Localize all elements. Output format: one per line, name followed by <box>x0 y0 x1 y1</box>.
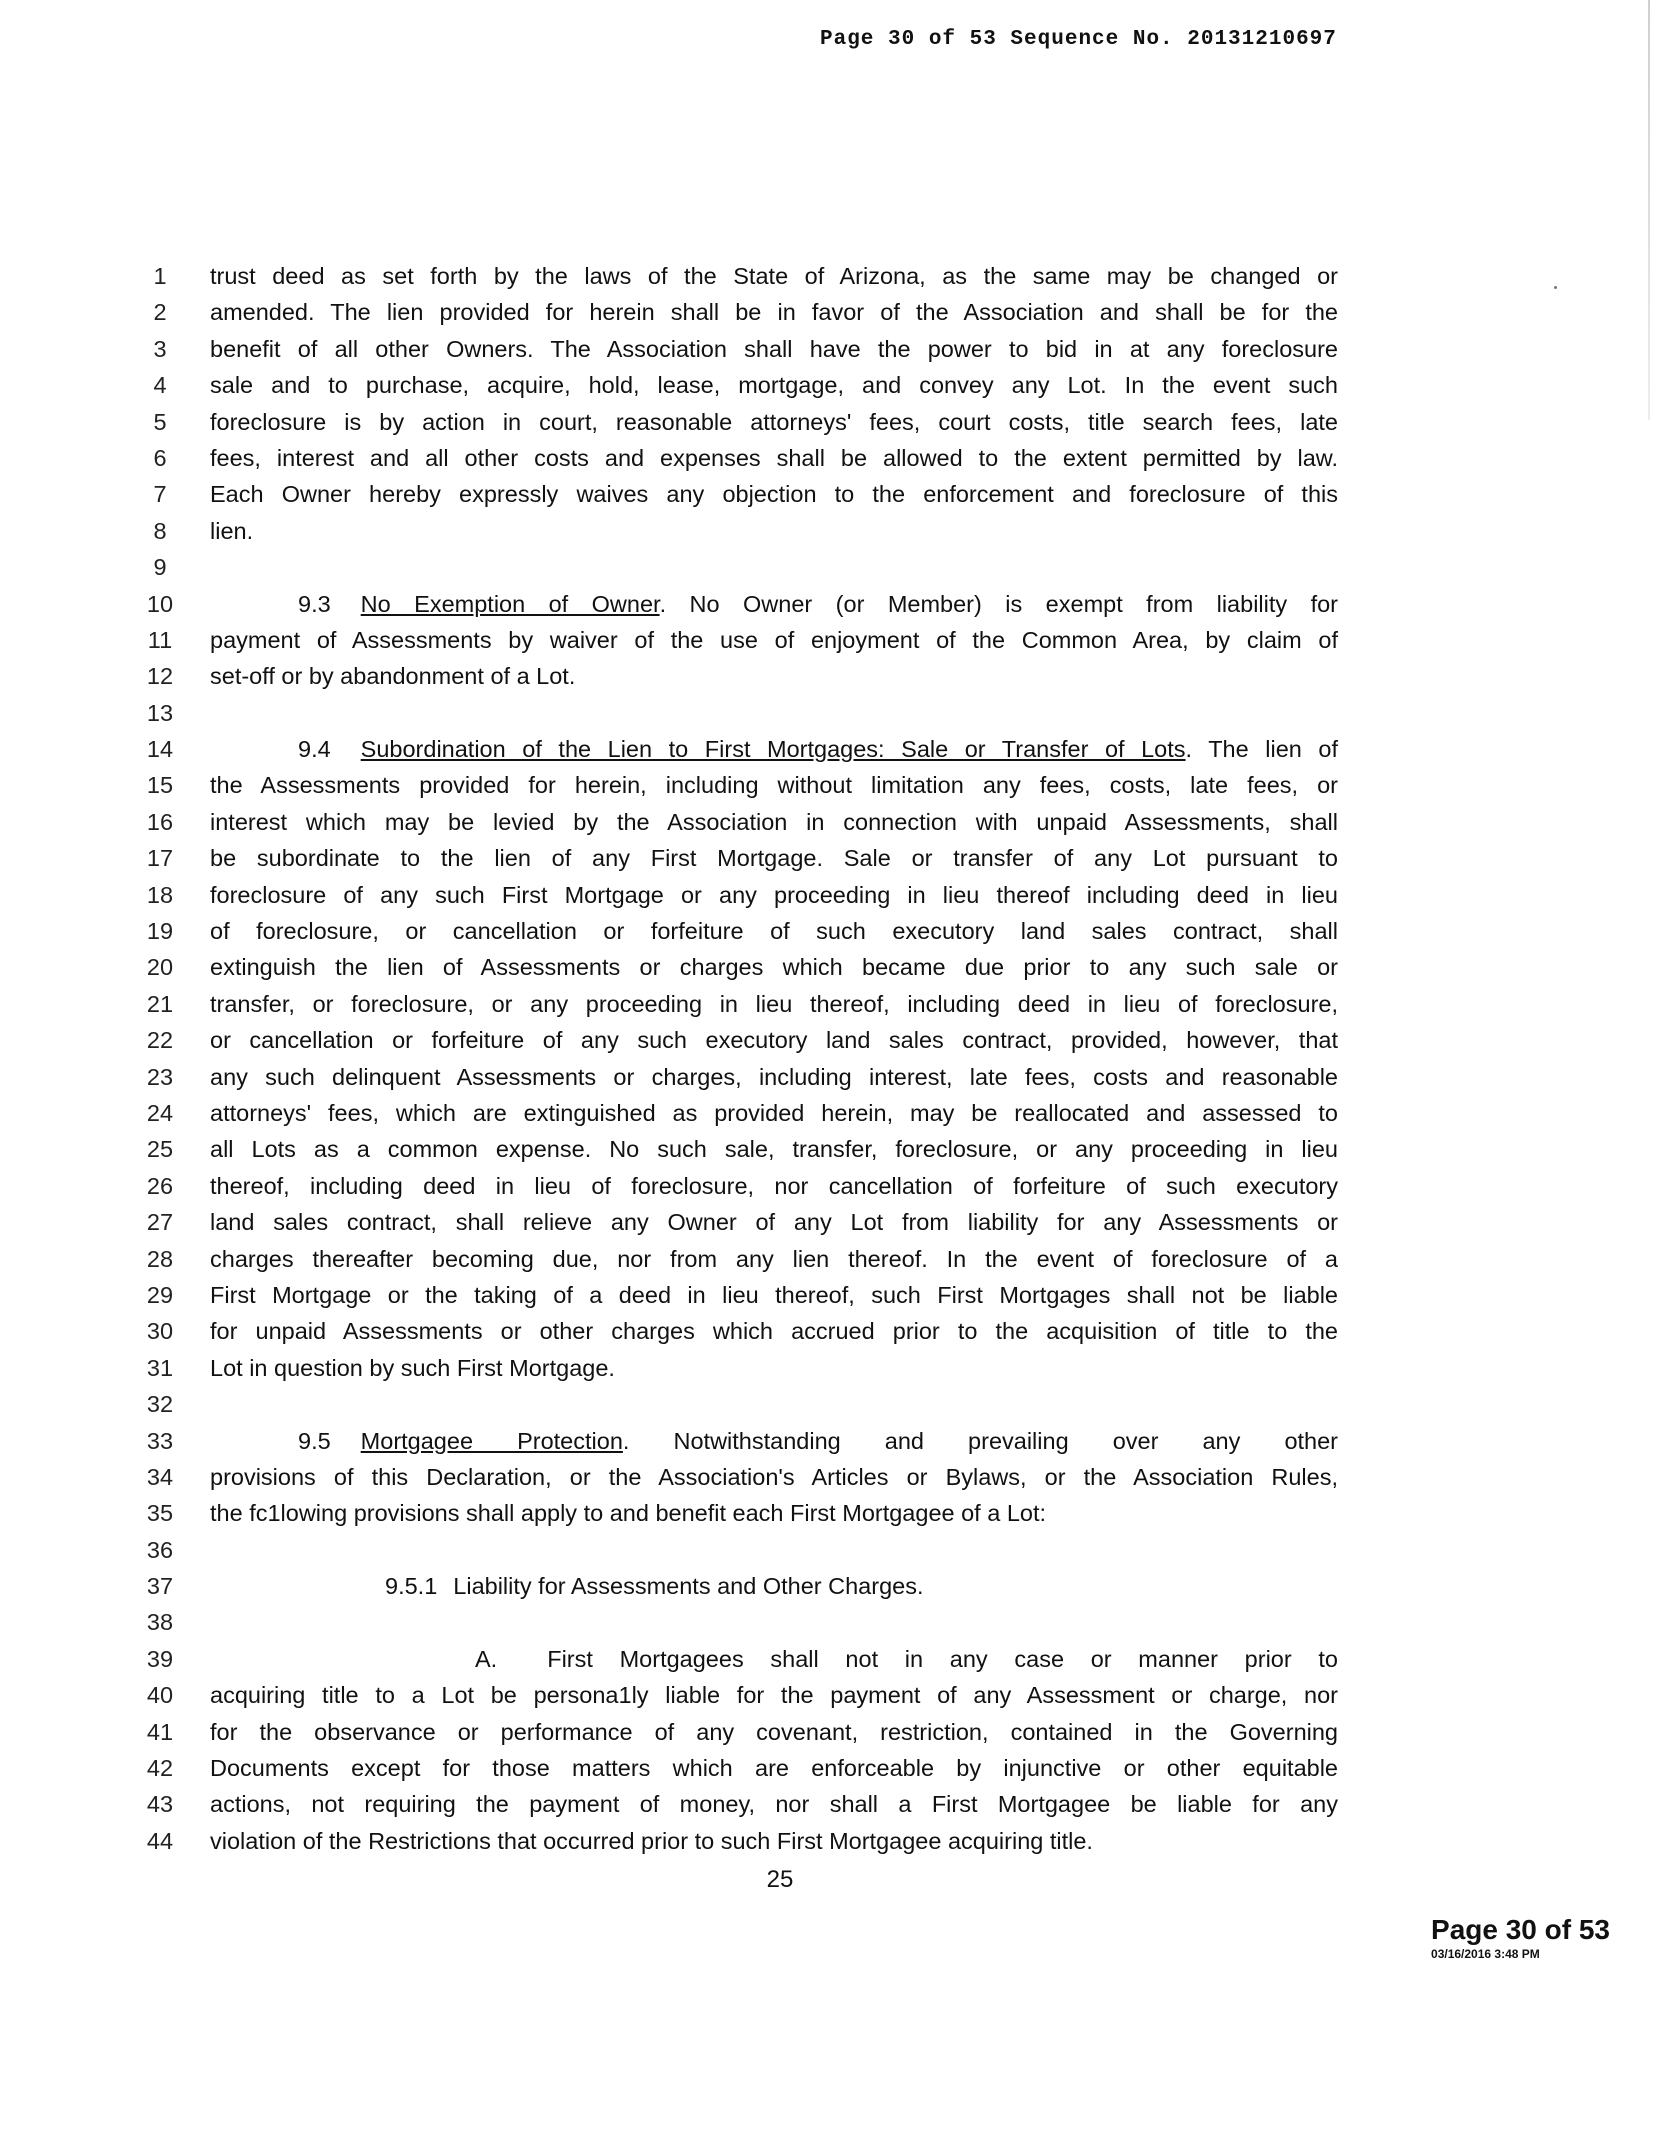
scan-speck <box>1554 286 1557 289</box>
document-line <box>140 1022 1340 1058</box>
scan-edge-line <box>1648 0 1650 420</box>
document-line <box>140 258 1340 294</box>
line-text: lien. <box>210 517 254 544</box>
document-line <box>140 767 1340 803</box>
line-number: 22 <box>146 1027 174 1054</box>
line-text: for the observance or performance of any covenant, restriction, contained in the Governing <box>210 1718 1338 1745</box>
document-line <box>140 549 1340 585</box>
line-text: attorneys' fees, which are extinguished as provided herein, may be reallocated and assessed to <box>210 1099 1338 1126</box>
document-line <box>140 1241 1340 1277</box>
line-text: trust deed as set forth by the laws of the State of Arizona, as the same may be changed or <box>210 263 1338 289</box>
document-line <box>140 1168 1340 1204</box>
document-line <box>140 1277 1340 1313</box>
footer-stamp <box>1431 1914 1610 1962</box>
document-line <box>140 404 1340 440</box>
document-line <box>140 877 1340 913</box>
line-text: the fc1lowing provisions shall apply to and benefit each First Mortgagee of a Lot: <box>210 1500 1047 1527</box>
section-number: 9.4 <box>298 736 331 763</box>
document-line <box>140 1095 1340 1131</box>
document-line <box>140 1495 1340 1531</box>
document-line <box>140 695 1340 731</box>
section-number: 9.5 <box>298 1427 331 1454</box>
document-line <box>140 1386 1340 1422</box>
document-line <box>140 1714 1340 1750</box>
line-text: acquiring title to a Lot be persona1ly liable for the payment of any Assessment or charge, nor <box>210 1682 1338 1709</box>
document-line <box>140 622 1340 658</box>
line-number: 2 <box>153 299 167 326</box>
line-number: 37 <box>146 1573 174 1600</box>
line-number: 18 <box>146 881 174 908</box>
section-number: 9.3 <box>298 590 331 617</box>
line-number: 7 <box>153 481 167 508</box>
line-number: 29 <box>146 1281 174 1308</box>
section-heading: Mortgagee Protection <box>360 1427 623 1454</box>
document-line <box>140 913 1340 949</box>
line-text: any such delinquent Assessments or charges, including interest, late fees, costs and reasonable <box>210 1063 1338 1090</box>
line-text <box>210 586 1338 622</box>
line-text <box>210 1568 1338 1604</box>
document-line <box>140 1131 1340 1167</box>
line-text: actions, not requiring the payment of money, nor shall a First Mortgagee be liable for any <box>210 1791 1338 1818</box>
document-line <box>140 1532 1340 1568</box>
line-number: 4 <box>153 372 167 399</box>
line-text-rest: . No Owner (or Member) is exempt from liability for <box>659 590 1338 617</box>
line-number: 26 <box>146 1172 174 1199</box>
document-line <box>140 1350 1340 1386</box>
line-text: fees, interest and all other costs and expenses shall be allowed to the extent permitted by law. <box>210 444 1338 471</box>
line-number: 11 <box>147 626 173 653</box>
line-number: 14 <box>146 736 174 763</box>
line-number: 42 <box>146 1755 174 1782</box>
line-text-rest: First Mortgagees shall not in any case or manner prior to <box>547 1645 1338 1672</box>
footer-stamp-datetime: 03/16/2016 3:48 PM <box>1431 1947 1540 1961</box>
document-line <box>140 331 1340 367</box>
line-text: or cancellation or forfeiture of any such executory land sales contract, provided, however, that <box>210 1027 1338 1054</box>
line-number: 21 <box>146 990 174 1017</box>
line-number: 44 <box>146 1827 174 1854</box>
line-text <box>210 1641 1338 1677</box>
line-number: 16 <box>146 808 174 835</box>
document-line <box>140 840 1340 876</box>
line-text: provisions of this Declaration, or the Association's Articles or Bylaws, or the Association Rules, <box>210 1463 1338 1490</box>
line-text: violation of the Restrictions that occurred prior to such First Mortgagee acquiring title. <box>210 1827 1093 1854</box>
document-line <box>140 1641 1340 1677</box>
paragraph-letter: A. <box>475 1645 498 1672</box>
line-number: 36 <box>146 1536 174 1563</box>
line-number: 15 <box>146 772 174 799</box>
line-text: charges thereafter becoming due, nor from any lien thereof. In the event of foreclosure of a <box>210 1245 1338 1272</box>
line-number: 9 <box>153 554 167 581</box>
line-number: 38 <box>146 1609 174 1636</box>
document-line <box>140 1750 1340 1786</box>
line-number: 19 <box>146 918 174 945</box>
subsection-title: Liability for Assessments and Other Charges. <box>453 1573 924 1600</box>
document-line <box>140 1059 1340 1095</box>
line-number: 33 <box>146 1427 174 1454</box>
document-line <box>140 586 1340 622</box>
document-line <box>140 294 1340 330</box>
line-number: 34 <box>146 1463 174 1490</box>
line-text-rest: . Notwithstanding and prevailing over any other <box>622 1427 1339 1454</box>
line-number: 3 <box>153 335 167 362</box>
line-text: thereof, including deed in lieu of foreclosure, nor cancellation of forfeiture of such executory <box>210 1172 1338 1199</box>
line-number: 31 <box>146 1354 174 1381</box>
page-number: 25 <box>766 1866 794 1893</box>
document-line <box>140 731 1340 767</box>
document-line <box>140 476 1340 512</box>
header-sequence-stamp: Page 30 of 53 Sequence No. 20131210697 <box>820 28 1337 51</box>
line-number: 17 <box>146 845 174 872</box>
line-number: 13 <box>146 699 174 726</box>
line-text: set-off or by abandonment of a Lot. <box>210 663 576 690</box>
line-text: payment of Assessments by waiver of the use of enjoyment of the Common Area, by claim of <box>210 626 1338 653</box>
subsection-number: 9.5.1 <box>385 1573 438 1600</box>
line-number: 20 <box>146 954 174 981</box>
line-text: for unpaid Assessments or other charges which accrued prior to the acquisition of title to the <box>210 1318 1338 1345</box>
document-line <box>140 513 1340 549</box>
document-line <box>140 658 1340 694</box>
line-text: sale and to purchase, acquire, hold, lease, mortgage, and convey any Lot. In the event such <box>210 372 1338 399</box>
line-number: 25 <box>146 1136 174 1163</box>
line-text: Lot in question by such First Mortgage. <box>210 1354 615 1381</box>
line-number: 41 <box>146 1718 174 1745</box>
line-text: interest which may be levied by the Association in connection with unpaid Assessments, shall <box>210 808 1338 835</box>
document-line <box>140 440 1340 476</box>
line-number: 28 <box>146 1245 174 1272</box>
line-number: 27 <box>146 1209 174 1236</box>
line-number: 24 <box>146 1099 174 1126</box>
line-text: of foreclosure, or cancellation or forfeiture of such executory land sales contract, shall <box>210 918 1338 945</box>
line-text: the Assessments provided for herein, including without limitation any fees, costs, late fees, or <box>210 772 1338 799</box>
line-text: land sales contract, shall relieve any Owner of any Lot from liability for any Assessments or <box>210 1209 1338 1236</box>
line-number: 5 <box>153 408 167 435</box>
line-text: be subordinate to the lien of any First Mortgage. Sale or transfer of any Lot pursuant to <box>210 845 1338 872</box>
line-number: 39 <box>146 1645 174 1672</box>
line-number: 23 <box>146 1063 174 1090</box>
line-text: benefit of all other Owners. The Association shall have the power to bid in at any foreclosure <box>210 335 1338 362</box>
document-line <box>140 1568 1340 1604</box>
line-number: 40 <box>146 1682 174 1709</box>
document-line <box>140 367 1340 403</box>
line-text: all Lots as a common expense. No such sale, transfer, foreclosure, or any proceeding in lieu <box>210 1136 1338 1163</box>
document-line <box>140 1604 1340 1640</box>
line-text: Each Owner hereby expressly waives any objection to the enforcement and foreclosure of this <box>210 481 1338 508</box>
line-number: 1 <box>153 263 167 289</box>
document-line <box>140 1423 1340 1459</box>
line-number: 6 <box>153 444 167 471</box>
document-body <box>140 258 1340 1859</box>
line-number: 30 <box>146 1318 174 1345</box>
line-text: amended. The lien provided for herein shall be in favor of the Association and shall be for the <box>210 299 1338 326</box>
document-line <box>140 1823 1340 1859</box>
line-number: 35 <box>146 1500 174 1527</box>
line-number: 10 <box>146 590 174 617</box>
footer-stamp-page: Page 30 of 53 <box>1431 1914 1610 1945</box>
line-text <box>210 1423 1338 1459</box>
line-text: First Mortgage or the taking of a deed in lieu thereof, such First Mortgages shall not be liable <box>210 1281 1338 1308</box>
line-number: 12 <box>146 663 174 690</box>
document-line <box>140 1786 1340 1822</box>
line-text <box>210 731 1338 767</box>
line-text: foreclosure is by action in court, reasonable attorneys' fees, court costs, title search fees, late <box>210 408 1338 435</box>
document-line <box>140 804 1340 840</box>
document-line <box>140 1459 1340 1495</box>
line-text: foreclosure of any such First Mortgage or any proceeding in lieu thereof including deed in lieu <box>210 881 1338 908</box>
section-heading: Subordination of the Lien to First Mortgages: Sale or Transfer of Lots <box>360 736 1186 763</box>
line-text: transfer, or foreclosure, or any proceeding in lieu thereof, including deed in lieu of foreclosure, <box>210 990 1338 1017</box>
document-line <box>140 1677 1340 1713</box>
line-text: extinguish the lien of Assessments or charges which became due prior to any such sale or <box>210 954 1338 981</box>
line-number: 32 <box>146 1391 174 1418</box>
line-text: Documents except for those matters which are enforceable by injunctive or other equitable <box>210 1755 1338 1782</box>
document-line <box>140 1313 1340 1349</box>
line-number: 8 <box>153 517 167 544</box>
document-line <box>140 986 1340 1022</box>
document-line <box>140 949 1340 985</box>
line-text-rest: . The lien of <box>1185 736 1338 763</box>
section-heading: No Exemption of Owner <box>360 590 660 617</box>
document-line <box>140 1204 1340 1240</box>
line-number: 43 <box>146 1791 174 1818</box>
